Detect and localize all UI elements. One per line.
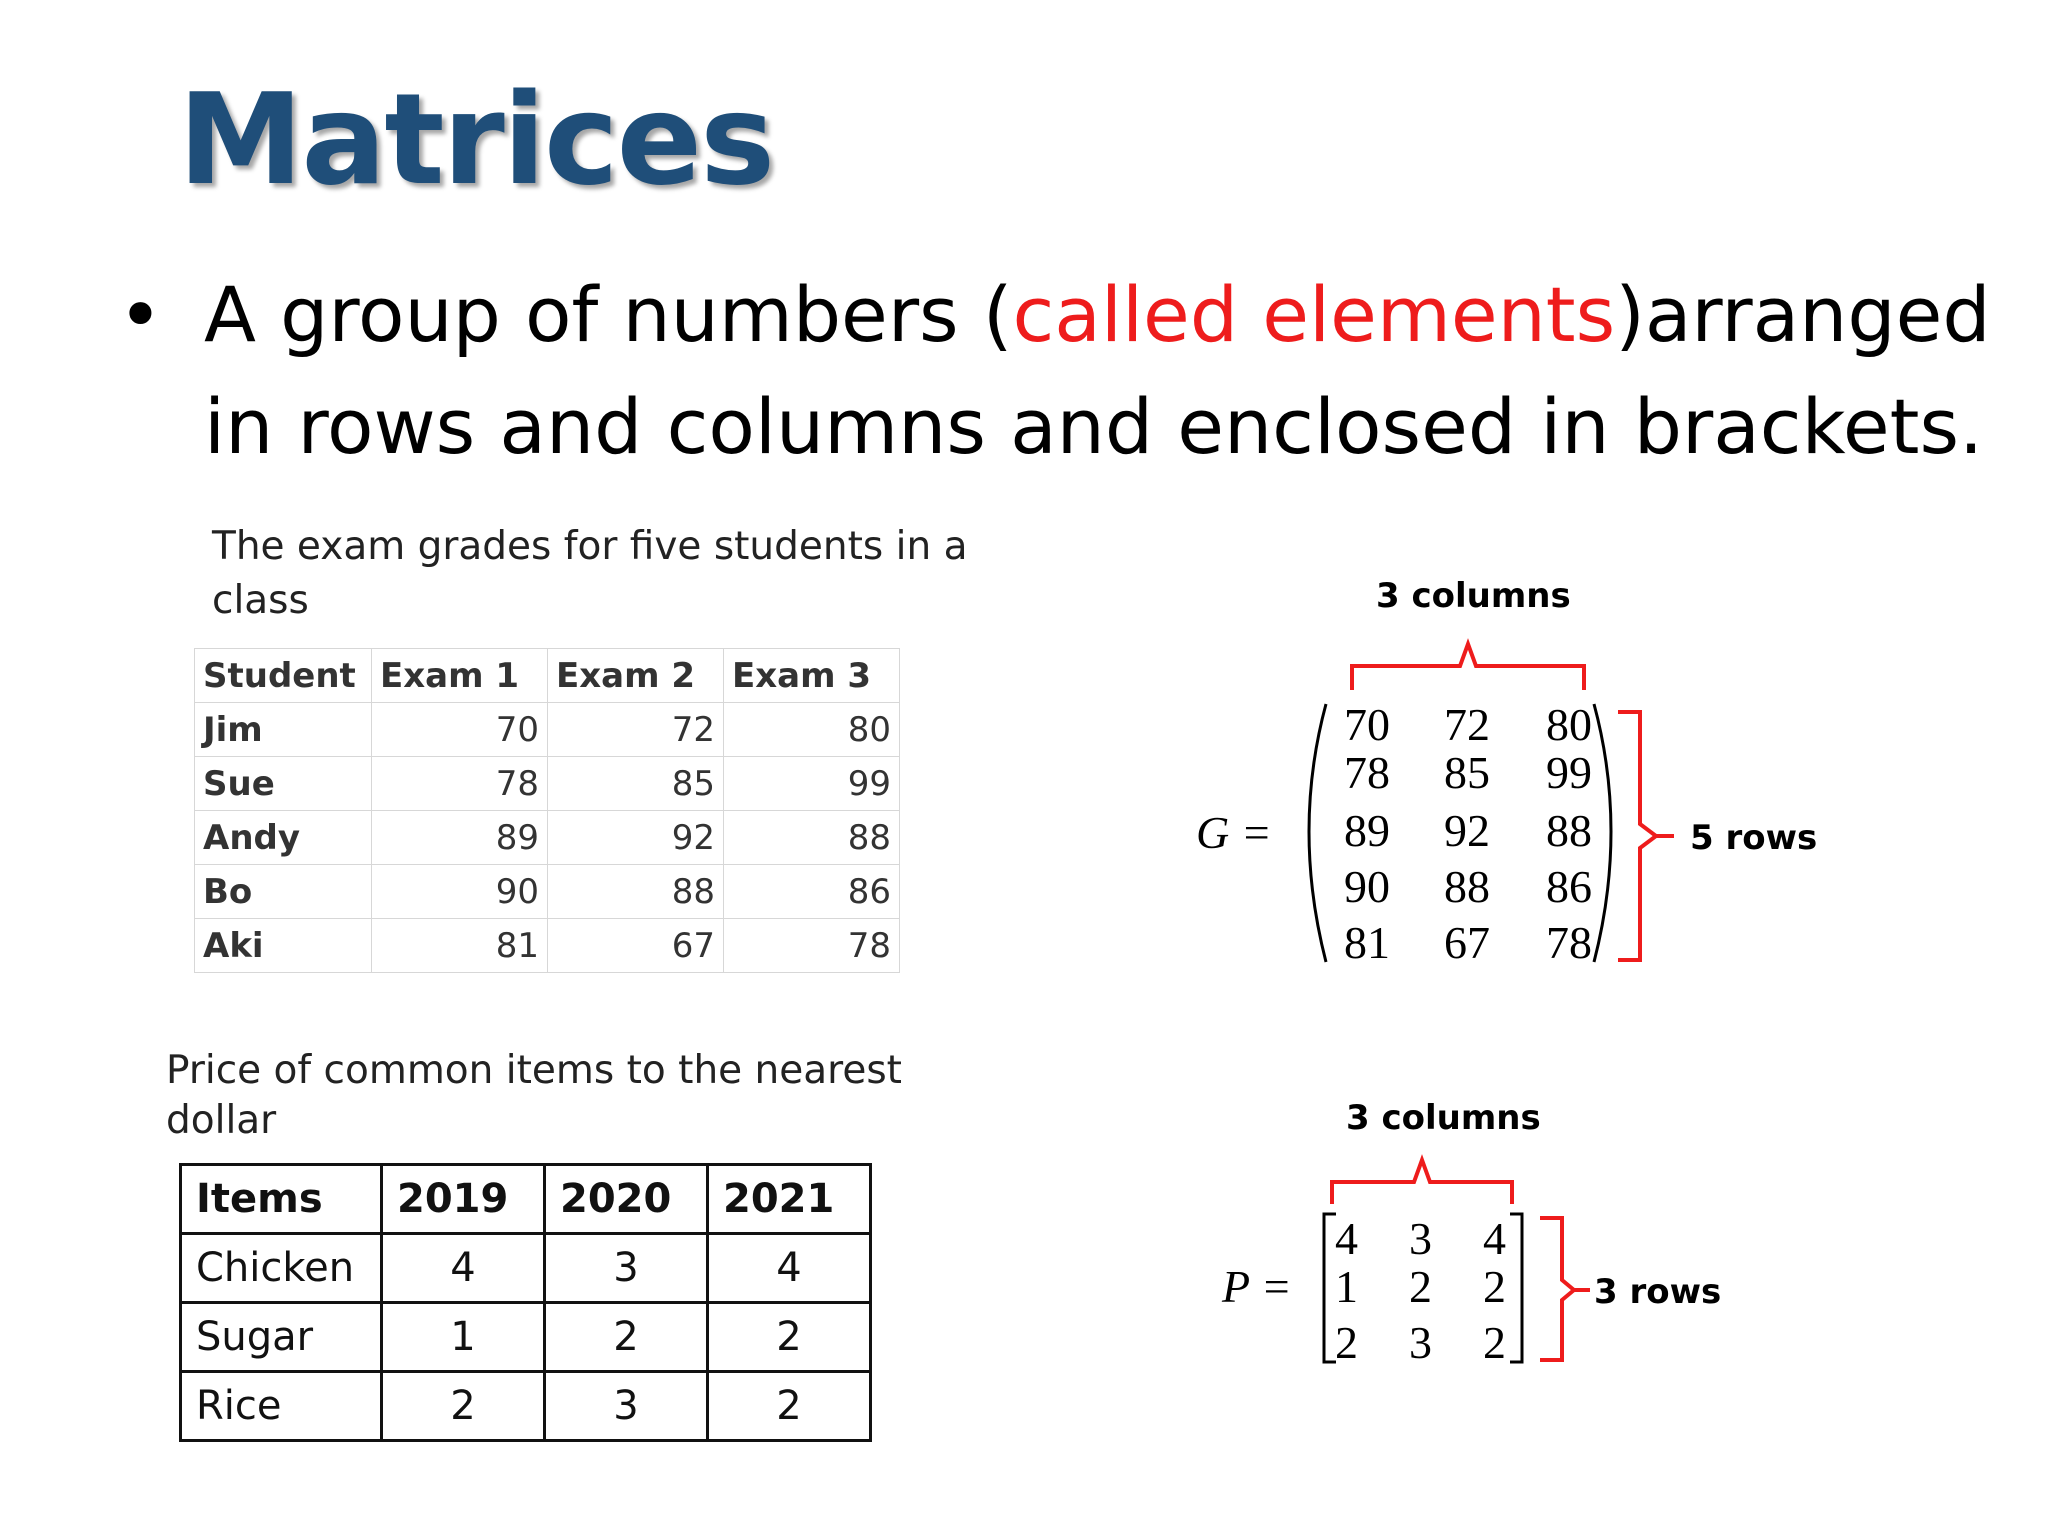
matrix-g-cell: 89 [1344,805,1390,856]
grade-cell: 78 [724,919,900,973]
matrix-p-columns-brace [1332,1160,1512,1204]
matrix-p-cell: 2 [1409,1261,1432,1312]
grade-cell: 67 [548,919,724,973]
matrix-g-cell: 80 [1546,699,1592,750]
grade-cell: 89 [372,811,548,865]
matrix-g-label: G = [1196,807,1272,858]
bullet-text-start: A group of numbers ( [204,270,1013,359]
student-name: Jim [195,703,372,757]
grade-cell: 86 [724,865,900,919]
matrix-g-right-paren [1594,704,1611,962]
header-cell: Exam 1 [372,649,548,703]
price-cell: 4 [382,1234,545,1303]
student-name: Bo [195,865,372,919]
matrix-g-cell: 92 [1444,805,1490,856]
grade-cell: 72 [548,703,724,757]
grade-cell: 88 [548,865,724,919]
price-caption-line-1: Price of common items to the nearest [166,1048,902,1093]
matrix-p-cell: 4 [1335,1213,1358,1264]
item-name: Rice [181,1372,382,1441]
header-cell: Items [181,1165,382,1234]
bullet-line-2: in rows and columns and enclosed in brackets. [204,382,1984,471]
matrix-p-right-bracket [1510,1214,1522,1362]
grade-cell: 80 [724,703,900,757]
price-cell: 2 [545,1303,708,1372]
matrix-g-rows-label: 5 rows [1690,818,1818,858]
matrix-g-cell: 88 [1444,861,1490,912]
grade-cell: 81 [372,919,548,973]
matrix-p-cell: 4 [1483,1213,1506,1264]
matrix-p-cell: 3 [1409,1317,1432,1368]
matrix-g-cell: 88 [1546,805,1592,856]
matrix-p-left-bracket [1324,1214,1336,1362]
grade-cell: 99 [724,757,900,811]
matrix-p-cell: 2 [1335,1317,1358,1368]
bullet-highlight: called elements [1012,270,1616,359]
header-cell: Exam 2 [548,649,724,703]
header-cell: 2019 [382,1165,545,1234]
item-name: Chicken [181,1234,382,1303]
matrix-g-cell: 67 [1444,917,1490,968]
matrix-p-cell: 2 [1483,1261,1506,1312]
matrix-g-cell: 99 [1546,747,1592,798]
bullet-dot: • [118,270,163,359]
grade-cell: 92 [548,811,724,865]
matrix-p-rows-brace [1540,1218,1590,1360]
matrix-p-cell: 3 [1409,1213,1432,1264]
price-cell: 2 [382,1372,545,1441]
exam-caption-line-1: The exam grades for five students in a [212,524,968,569]
matrix-g-cell: 72 [1444,699,1490,750]
matrix-g-columns-brace [1352,644,1584,690]
header-cell: 2020 [545,1165,708,1234]
header-cell: Exam 3 [724,649,900,703]
matrix-g-cell: 78 [1344,747,1390,798]
matrix-g-cell: 86 [1546,861,1592,912]
grade-cell: 88 [724,811,900,865]
price-cell: 2 [708,1372,871,1441]
item-name: Sugar [181,1303,382,1372]
matrix-g-cell: 70 [1344,699,1390,750]
header-cell: 2021 [708,1165,871,1234]
matrix-p-cell: 2 [1483,1317,1506,1368]
matrix-g-rows-brace [1618,712,1674,960]
exam-caption-line-2: class [212,578,309,623]
price-cell: 1 [382,1303,545,1372]
price-cell: 3 [545,1372,708,1441]
matrix-p-rows-label: 3 rows [1594,1272,1722,1312]
matrix-p-cell: 1 [1335,1261,1358,1312]
matrix-g-cell: 85 [1444,747,1490,798]
matrix-g-cell: 78 [1546,917,1592,968]
student-name: Sue [195,757,372,811]
grade-cell: 85 [548,757,724,811]
price-cell: 4 [708,1234,871,1303]
price-cell: 3 [545,1234,708,1303]
header-cell: Student [195,649,372,703]
slide-title: Matrices [178,66,774,213]
grade-cell: 90 [372,865,548,919]
grade-cell: 70 [372,703,548,757]
matrix-g-columns-label: 3 columns [1376,576,1571,616]
student-name: Aki [195,919,372,973]
matrix-g-left-paren [1309,704,1326,962]
price-caption-line-2: dollar [166,1098,277,1143]
grade-cell: 78 [372,757,548,811]
matrix-p-label: P = [1222,1261,1292,1312]
student-name: Andy [195,811,372,865]
price-cell: 2 [708,1303,871,1372]
matrix-g-cell: 90 [1344,861,1390,912]
bullet-text-end: )arranged [1615,270,1991,359]
matrix-g-cell: 81 [1344,917,1390,968]
matrix-p-columns-label: 3 columns [1346,1098,1541,1138]
